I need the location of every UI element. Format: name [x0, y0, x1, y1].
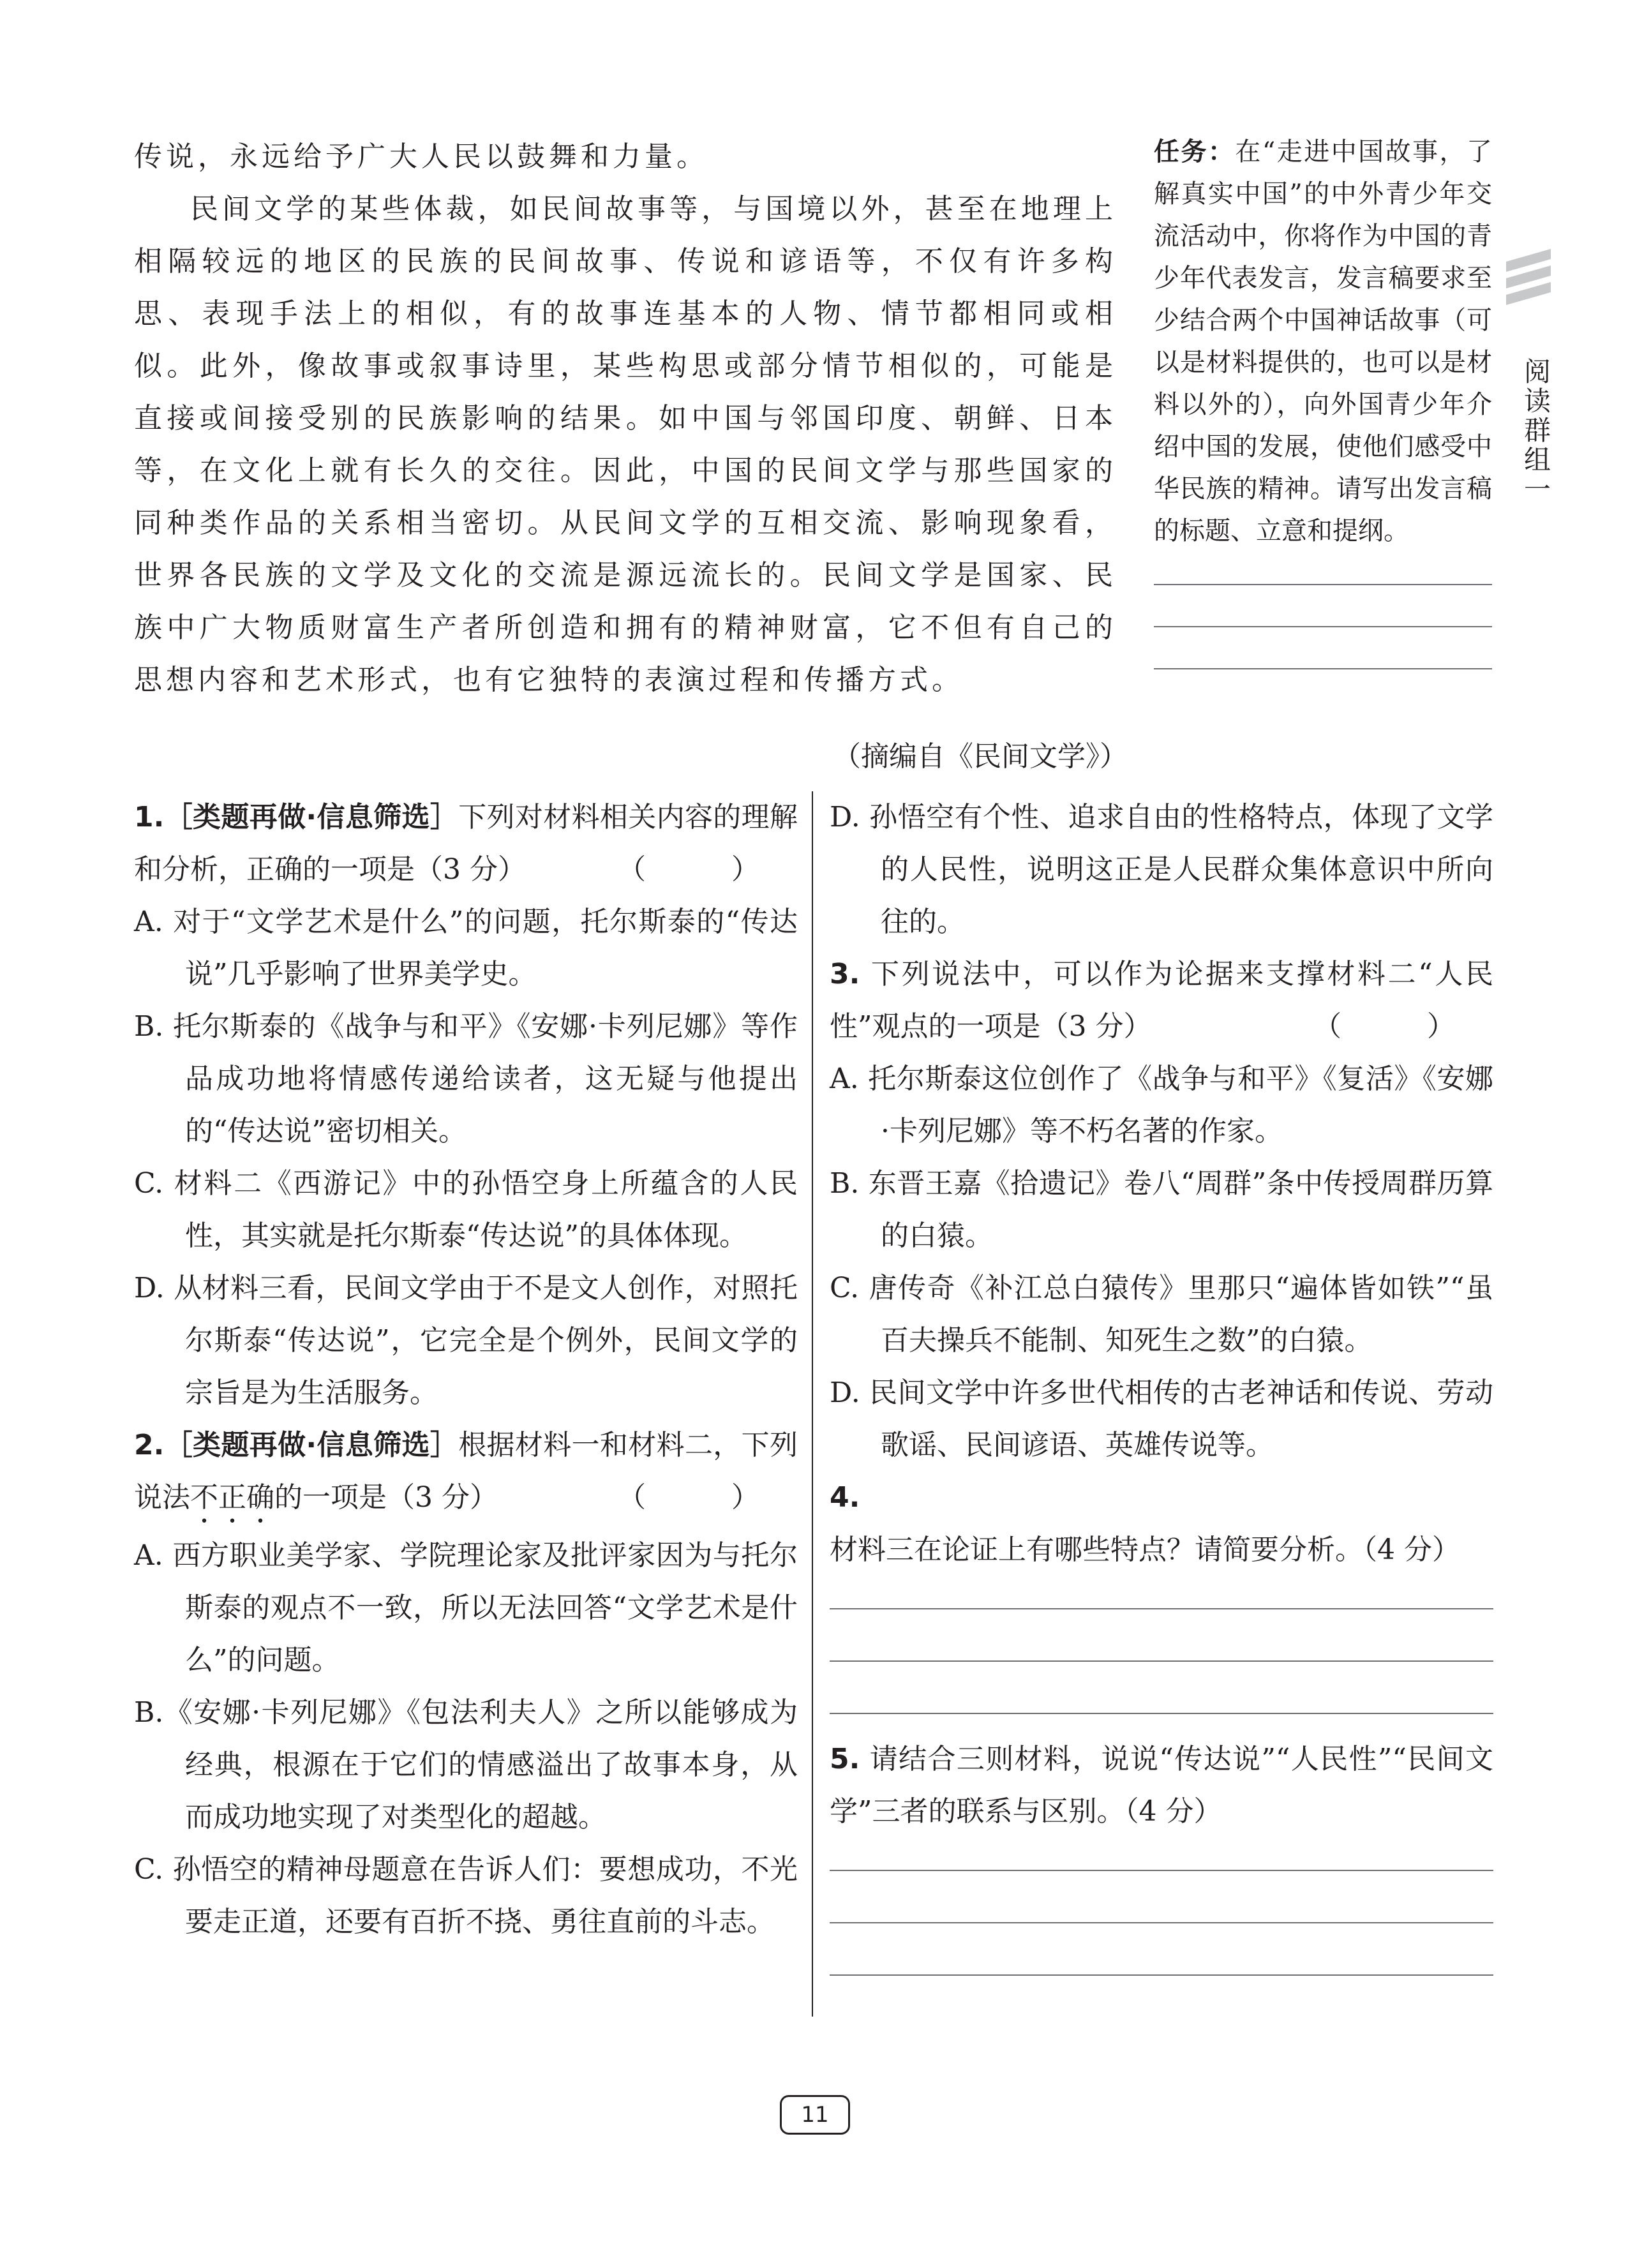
q3-option-a[interactable] — [830, 1053, 1493, 1158]
answer-line[interactable] — [830, 1974, 1493, 1976]
question-stem: 请结合三则材料，说说“传达说”“人民性”“民间文学”三者的联系与区别。（4 分） — [830, 1743, 1493, 1828]
answer-line[interactable] — [830, 1660, 1493, 1662]
answer-bracket[interactable]: （ ） — [1313, 1010, 1493, 1043]
task-answer-lines[interactable] — [1154, 584, 1492, 710]
answer-bracket[interactable]: （ ） — [618, 853, 798, 886]
answer-line[interactable] — [1154, 626, 1492, 627]
option-label: B. — [830, 1167, 860, 1200]
answer-line[interactable] — [830, 1922, 1493, 1923]
q2-option-b[interactable] — [134, 1687, 798, 1844]
question-stem: 下列说法中，可以作为论据来支撑材料二“人民性”观点的一项是（3 分） — [830, 958, 1493, 1043]
q1-option-b[interactable] — [134, 1001, 798, 1158]
answer-line[interactable] — [830, 1608, 1493, 1609]
option-text: 《安娜·卡列尼娜》《包法利夫人》之所以能够成为经典，根源在于它们的情感溢出了故事本身，从而成功地实现了对类型化的超越。 — [163, 1696, 798, 1833]
option-text: 材料二《西游记》中的孙悟空身上所蕴含的人民性，其实就是托尔斯泰“传达说”的具体体现。 — [174, 1167, 798, 1252]
question-number: 2. — [134, 1429, 165, 1461]
option-label: D. — [134, 1272, 165, 1304]
answer-line[interactable] — [830, 1713, 1493, 1714]
task-box — [1154, 131, 1492, 552]
option-label: A. — [134, 1539, 163, 1572]
option-text: 唐传奇《补江总白猿传》里那只“遍体皆如铁”“虽百夫操兵不能制、知死生之数”的白猿。 — [869, 1272, 1493, 1357]
question-tag: ［类题再做·信息筛选］ — [164, 1429, 459, 1461]
question-1 — [134, 791, 798, 896]
question-stem-end: 的一项是（3 分） — [274, 1481, 498, 1514]
option-text: 孙悟空的精神母题意在告诉人们：要想成功，不光要走正道，还要有百折不挠、勇往直前的斗志。 — [172, 1853, 798, 1938]
question-tag: ［类题再做·信息筛选］ — [164, 801, 459, 833]
column-divider — [812, 791, 813, 2017]
emphasis-text: 不正确 — [190, 1481, 274, 1514]
question-number: 1. — [134, 801, 165, 833]
question-5 — [830, 1733, 1493, 1838]
option-text: 对于“文学艺术是什么”的问题，托尔斯泰的“传达说”几乎影响了世界美学史。 — [173, 906, 798, 990]
section-tab: 阅读群组一 — [1520, 357, 1551, 504]
q3-option-c[interactable] — [830, 1262, 1493, 1367]
option-label: A. — [830, 1063, 859, 1095]
task-label: 任务： — [1154, 137, 1236, 167]
option-text: 托尔斯泰的《战争与和平》《安娜·卡列尼娜》等作品成功地将情感传递给读者，这无疑与他提出的“传达说”密切相关。 — [173, 1010, 798, 1147]
option-text: 托尔斯泰这位创作了《战争与和平》《复活》《安娜·卡列尼娜》等不朽名著的作家。 — [868, 1063, 1493, 1147]
question-number: 3. — [830, 958, 860, 990]
option-label: C. — [830, 1272, 860, 1304]
question-stem: 根据材料一和材料二，下列说法 — [134, 1429, 798, 1514]
task-text: 在“走进中国故事，了解真实中国”的中外青少年交流活动中，你将作为中国的青少年代表发言，发言稿要求至少结合两个中国神话故事（可以是材料提供的，也可以是材料以外的），向外国青少年介绍中国的发展，使他们感受中华民族的精神。请写出发言稿的标题、立意和提纲。 — [1154, 137, 1492, 546]
question-number: 5. — [830, 1743, 860, 1775]
option-label: B. — [134, 1010, 164, 1043]
left-column — [134, 791, 798, 1948]
q1-option-a[interactable] — [134, 896, 798, 1001]
q2-option-a[interactable] — [134, 1530, 798, 1687]
option-text: 西方职业美学家、学院理论家及批评家因为与托尔斯泰的观点不一致，所以无法回答“文学艺术是什么”的问题。 — [172, 1539, 798, 1676]
option-text: 孙悟空有个性、追求自由的性格特点，体现了文学的人民性，说明这正是人民群众集体意识中所向往的。 — [869, 801, 1493, 938]
q3-option-d[interactable] — [830, 1367, 1493, 1472]
option-text: 东晋王嘉《拾遗记》卷八“周群”条中传授周群历算的白猿。 — [868, 1167, 1493, 1252]
right-column — [830, 791, 1493, 2027]
question-2 — [134, 1419, 798, 1530]
question-number: 4. — [830, 1481, 860, 1514]
q1-option-c[interactable] — [134, 1158, 798, 1262]
answer-line[interactable] — [830, 1870, 1493, 1871]
option-label: D. — [830, 1376, 860, 1409]
option-text: 民间文学中许多世代相传的古老神话和传说、劳动歌谣、民间谚语、英雄传说等。 — [869, 1376, 1493, 1461]
option-label: A. — [134, 906, 163, 938]
question-3 — [830, 948, 1493, 1053]
option-text: 从材料三看，民间文学由于不是文人创作，对照托尔斯泰“传达说”，它完全是个例外，民间文学的宗旨是为生活服务。 — [174, 1272, 798, 1409]
passage-source: （摘编自《民间文学》） — [833, 740, 1128, 773]
q2-option-d[interactable] — [830, 791, 1493, 948]
answer-bracket[interactable]: （ ） — [618, 1481, 798, 1514]
answer-line[interactable] — [1154, 584, 1492, 585]
question-stem: 材料三在论证上有哪些特点？请简要分析。（4 分） — [830, 1533, 1460, 1566]
q1-option-d[interactable] — [134, 1262, 798, 1419]
question-4 — [830, 1472, 1493, 1576]
side-stripes-icon — [1500, 242, 1557, 325]
passage-paragraph-1: 传说，永远给予广大人民以鼓舞和力量。 — [134, 140, 708, 173]
page-number: 11 — [780, 2095, 850, 2135]
reading-passage — [134, 131, 1117, 706]
q2-option-c[interactable] — [134, 1844, 798, 1948]
option-label: B. — [134, 1696, 164, 1729]
q3-option-b[interactable] — [830, 1158, 1493, 1262]
passage-paragraph-2: 民间文学的某些体裁，如民间故事等，与国境以外，甚至在地理上相隔较远的地区的民族的民间故事、传说和谚语等，不仅有许多构思、表现手法上的相似，有的故事连基本的人物、情节都相同或相似。此外，像故事或叙事诗里，某些构思或部分情节相似的，可能是直接或间接受别的民族影响的结果。如中国与邻国印度、朝鲜、日本等，在文化上就有长久的交往。因此，中国的民间文学与那些国家的同种类作品的关系相当密切。从民间文学的互相交流、影响现象看，世界各民族的文学及文化的交流是源远流长的。民间文学是国家、民族中广大物质财富生产者所创造和拥有的精神财富，它不但有自己的思想内容和艺术形式，也有它独特的表演过程和传播方式。 — [134, 193, 1117, 696]
option-label: C. — [134, 1853, 164, 1886]
option-label: D. — [830, 801, 860, 833]
question-stem: 下列对材料相关内容的理解和分析，正确的一项是（3 分） — [134, 801, 798, 886]
answer-line[interactable] — [1154, 668, 1492, 669]
option-label: C. — [134, 1167, 164, 1200]
